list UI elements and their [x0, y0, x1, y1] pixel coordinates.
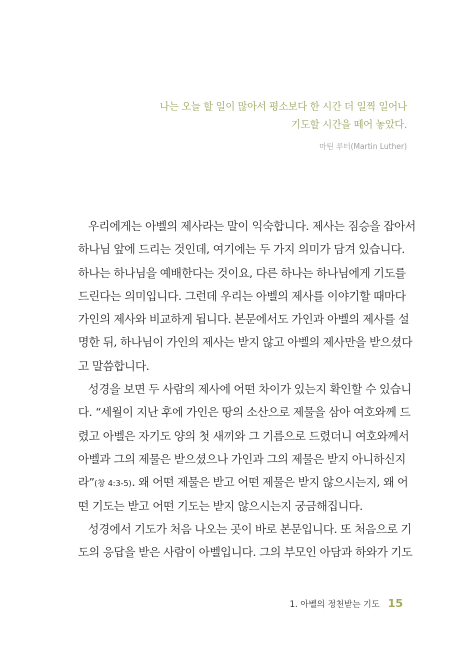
paragraph-line: 렸고 아벨은 자기도 양의 첫 새끼와 그 기름으로 드렸더니 여호와께서	[78, 428, 409, 443]
paragraph-line: 떤 기도는 받고 어떤 기도는 받지 않으시는지 궁금해집니다.	[78, 498, 363, 513]
epigraph-source: 마틴 루터(Martin Luther)	[319, 142, 407, 151]
paragraph-line: 명한 뒤, 하나님이 가인의 제사는 받지 않고 아벨의 제사만을 받으셨다	[78, 335, 413, 350]
paragraph-line: 도의 응답을 받은 사람이 아벨입니다. 그의 부모인 아담과 하와가 기도	[78, 545, 413, 560]
paragraph-line: 하나님 앞에 드리는 것인데, 여기에는 두 가지 의미가 담겨 있습니다.	[78, 242, 405, 257]
paragraph-line	[78, 471, 409, 494]
epigraph-line: 나는 오늘 할 일이 많아서 평소보다 한 시간 더 일찍 일어나	[159, 102, 407, 113]
quote-end: 라”	[78, 475, 95, 490]
paragraph-line-tail: . 왜 어떤 제물은 받고 어떤 제물은 받지 않으시는지, 왜 어	[131, 475, 409, 490]
paragraph-line: 가인의 제사와 비교하게 됩니다. 본문에서도 가인과 아벨의 제사를 설	[78, 312, 409, 327]
paragraph-line: 아벨과 그의 제물은 받으셨으나 가인과 그의 제물은 받지 아니하신지	[78, 451, 406, 466]
paragraph-line: 드린다는 의미입니다. 그런데 우리는 아벨의 제사를 이야기할 때마다	[78, 288, 406, 303]
page-footer	[290, 597, 403, 610]
paragraph-line: 성경을 보면 두 사람의 제사에 어떤 차이가 있는지 확인할 수 있습니	[88, 382, 412, 397]
paragraph-line: 다. “세월이 지난 후에 가인은 땅의 소산으로 제물을 삼아 여호와께 드	[78, 405, 411, 420]
paragraph-line: 하나는 하나님을 예배한다는 것이요, 다른 하나는 하나님에게 기도를	[78, 265, 406, 280]
epigraph	[67, 99, 407, 135]
chapter-title: 1. 아벨의 정천받는 기도	[289, 599, 380, 610]
body-text	[78, 215, 416, 564]
paragraph-line: 성경에서 기도가 처음 나오는 곳이 바로 본문입니다. 또 처음으로 기	[88, 521, 412, 536]
paragraph-line: 우리에게는 아벨의 제사라는 말이 익숙합니다. 제사는 짐승을 잡아서	[88, 219, 416, 233]
scripture-reference: (창 4:3-5)	[94, 479, 132, 489]
paragraph-line: 고 말씀합니다.	[78, 358, 150, 373]
page-number: 15	[387, 597, 403, 610]
epigraph-line: 기도할 시간을 떼어 놓았다.	[291, 120, 407, 131]
